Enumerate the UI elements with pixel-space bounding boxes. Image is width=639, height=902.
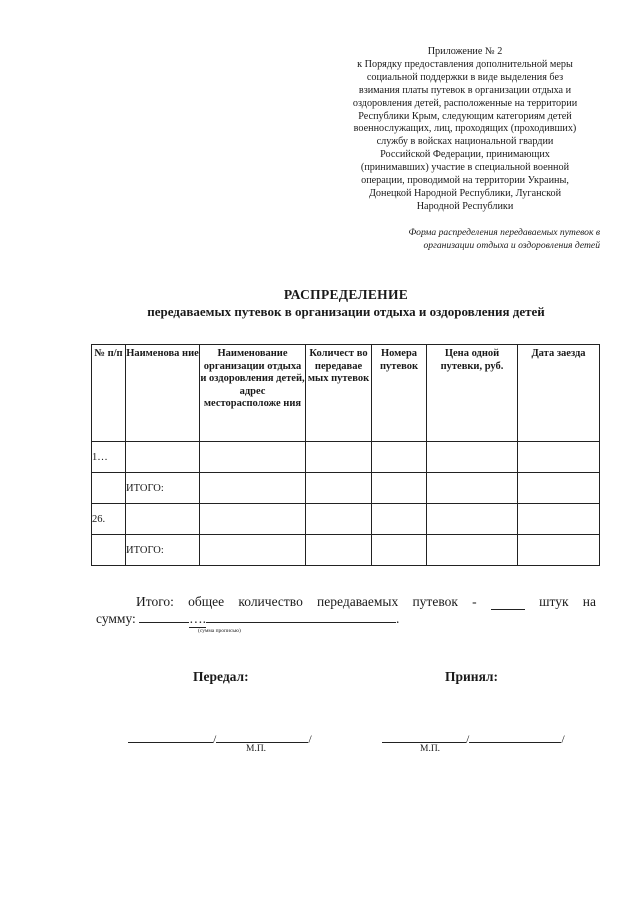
- table-row: [92, 442, 600, 473]
- distribution-table: [91, 344, 600, 566]
- appendix-line: Республики Крым, следующим категориям детей: [358, 110, 572, 122]
- sum-label: сумму:: [96, 611, 136, 626]
- row-total-label: ИТОГО:: [126, 473, 200, 504]
- header-quantity: Количест во передавае мых путевок: [306, 345, 372, 442]
- passed-signature-line: / /: [128, 729, 312, 747]
- header-name: Наименова ние: [126, 345, 200, 442]
- row-total-label: ИТОГО:: [126, 535, 200, 566]
- appendix-line: военнослужащих, лиц, проходящих (проходивших): [353, 123, 577, 135]
- summary-line-1: Итого: общее количество передаваемых путевок - штук на: [136, 594, 596, 609]
- header-price: Цена одной путевки, руб.: [427, 345, 518, 442]
- appendix-line: операции, проводимой на территории Украины,: [361, 175, 569, 187]
- passed-label: Передал:: [193, 669, 249, 684]
- row-number: 1…: [92, 442, 126, 473]
- appendix-line: взимания платы путевок в организации отдыха и: [358, 84, 572, 96]
- header-arrival-date: Дата заезда: [518, 345, 600, 442]
- appendix-line: оздоровления детей, расположенные на территории: [352, 97, 578, 109]
- header-voucher-numbers: Номера путевок: [372, 345, 427, 442]
- summary-line-2: сумму: …. .: [96, 611, 400, 626]
- received-label: Принял:: [445, 669, 498, 684]
- table-row: [92, 535, 600, 566]
- document-title: РАСПРЕДЕЛЕНИЕ: [283, 287, 409, 302]
- sum-in-words-blank: [206, 622, 396, 623]
- row-name: [126, 442, 200, 473]
- appendix-line: Приложение № 2: [427, 46, 503, 57]
- appendix-line: службу в войсках национальной гвардии: [376, 136, 554, 148]
- appendix-block: [340, 46, 590, 214]
- form-note: [360, 226, 600, 252]
- appendix-line: Народной Республики: [416, 200, 514, 212]
- table-header-row: [92, 345, 600, 442]
- header-number: № п/п: [92, 345, 126, 442]
- stamp-label-received: М.П.: [420, 744, 441, 754]
- row-number: 26.: [92, 504, 126, 535]
- form-note-line: Форма распределения передаваемых путевок в: [408, 227, 600, 238]
- sum-dots: ….: [189, 611, 207, 626]
- stamp-label-passed: М.П.: [246, 744, 267, 754]
- table-row: [92, 473, 600, 504]
- appendix-line: социальной поддержки в виде выделения без: [366, 71, 564, 83]
- header-organization: Наименование организации отдыха и оздоровления детей, адрес месторасположе ния: [200, 345, 306, 442]
- appendix-line: к Порядку предоставления дополнительной меры: [357, 58, 573, 70]
- received-signature-line: / /: [382, 729, 565, 747]
- sum-caption: (сумма прописью): [198, 628, 241, 634]
- appendix-line: Донецкой Народной Республики, Луганской: [368, 187, 562, 199]
- appendix-line: (принимавших) участие в специальной военной: [360, 162, 570, 174]
- appendix-line: Российской Федерации, принимающих: [380, 149, 550, 161]
- form-note-line: организации отдыха и оздоровления детей: [423, 240, 600, 251]
- row-number: [92, 535, 126, 566]
- row-number: [92, 473, 126, 504]
- summary-block: [96, 594, 596, 628]
- quantity-blank: [491, 594, 525, 610]
- document-subtitle: передаваемых путевок в организации отдыха и оздоровления детей: [147, 304, 545, 319]
- row-name: [126, 504, 200, 535]
- table-row: [92, 504, 600, 535]
